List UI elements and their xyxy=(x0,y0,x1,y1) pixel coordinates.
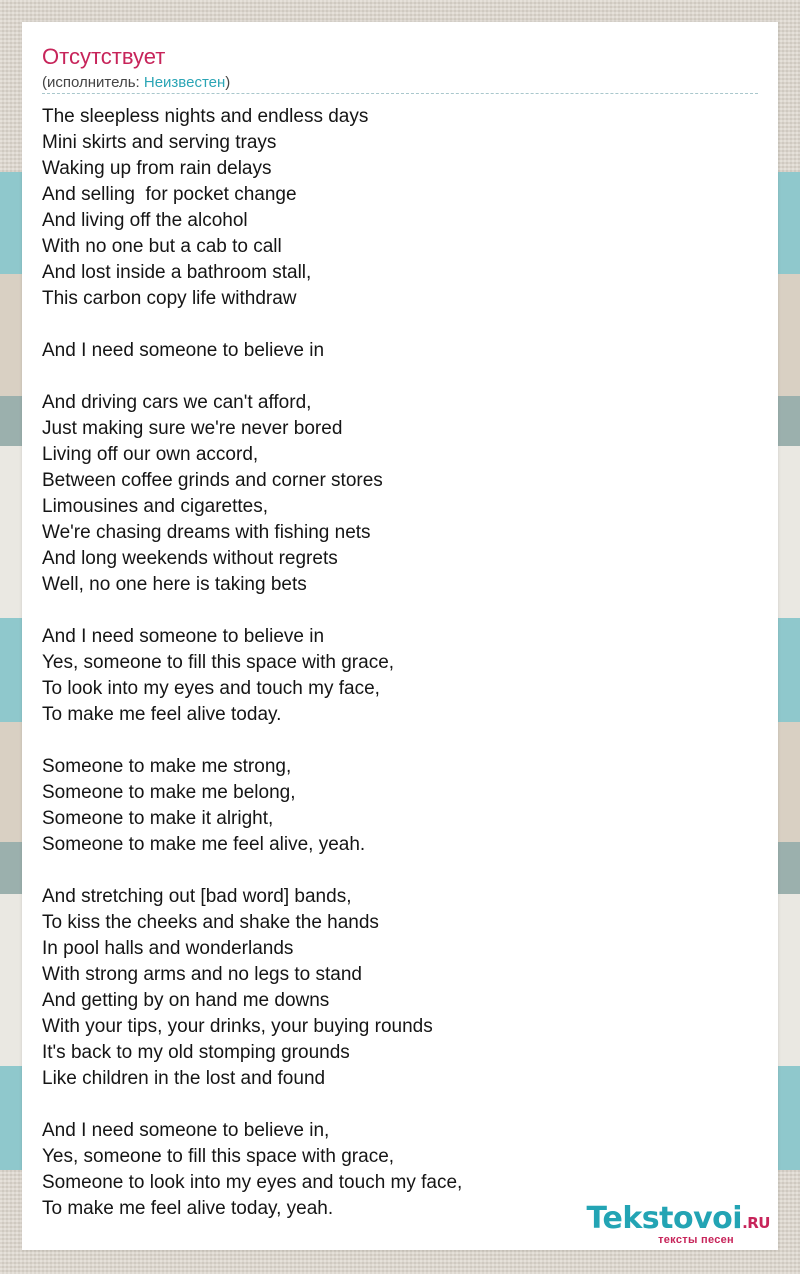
lyric-line: And I need someone to believe in, xyxy=(42,1120,330,1141)
lyric-line xyxy=(42,858,462,884)
artist-link[interactable]: Неизвестен xyxy=(143,74,226,91)
lyric-line: And I need someone to believe in xyxy=(42,340,325,361)
lyric-line: With your tips, your drinks, your buying rounds xyxy=(42,1016,433,1037)
lyric-line: Like children in the lost and found xyxy=(42,1068,326,1089)
lyric-line: Someone to make me belong, xyxy=(42,782,296,803)
lyric-line: The sleepless nights and endless days xyxy=(42,106,369,127)
lyrics-card xyxy=(22,22,778,1250)
lyric-line xyxy=(42,598,462,624)
lyric-line: And lost inside a bathroom stall, xyxy=(42,262,312,283)
song-title: Отсутствует xyxy=(42,44,166,69)
lyric-line: In pool halls and wonderlands xyxy=(42,938,294,959)
lyric-line: Living off our own accord, xyxy=(42,444,259,465)
lyric-line: Limousines and cigarettes, xyxy=(42,496,269,517)
logo-tagline: тексты песен xyxy=(658,1234,734,1246)
lyric-line: To look into my eyes and touch my face, xyxy=(42,678,380,699)
lyric-line: Someone to make me strong, xyxy=(42,756,292,777)
lyric-line: With strong arms and no legs to stand xyxy=(42,964,362,985)
lyrics-text xyxy=(42,104,462,1222)
lyric-line: With no one but a cab to call xyxy=(42,236,282,257)
lyric-line: To kiss the cheeks and shake the hands xyxy=(42,912,379,933)
lyric-line: And living off the alcohol xyxy=(42,210,248,231)
lyric-line xyxy=(42,728,462,754)
lyric-line: And I need someone to believe in xyxy=(42,626,325,647)
lyric-line: This carbon copy life withdraw xyxy=(42,288,297,309)
lyric-line: Someone to make me feel alive, yeah. xyxy=(42,834,366,855)
lyric-line xyxy=(42,1092,462,1118)
artist-suffix: ) xyxy=(225,74,231,91)
lyric-line: And driving cars we can't afford, xyxy=(42,392,312,413)
logo-name: Tekstovoi xyxy=(586,1201,743,1236)
site-logo[interactable] xyxy=(587,1203,770,1246)
lyric-line: Waking up from rain delays xyxy=(42,158,272,179)
lyric-line xyxy=(42,364,462,390)
lyric-line: And stretching out [bad word] bands, xyxy=(42,886,352,907)
lyric-line: To make me feel alive today. xyxy=(42,704,282,725)
title-divider xyxy=(42,93,758,94)
lyric-line: And getting by on hand me downs xyxy=(42,990,330,1011)
lyric-line: And long weekends without regrets xyxy=(42,548,338,569)
lyric-line: Mini skirts and serving trays xyxy=(42,132,277,153)
lyric-line: Someone to make it alright, xyxy=(42,808,274,829)
lyric-line: To make me feel alive today, yeah. xyxy=(42,1198,334,1219)
lyric-line: It's back to my old stomping grounds xyxy=(42,1042,350,1063)
lyric-line xyxy=(42,312,462,338)
artist-line xyxy=(42,74,230,91)
lyric-line: Well, no one here is taking bets xyxy=(42,574,307,595)
lyric-line: Yes, someone to fill this space with grace, xyxy=(42,1146,395,1167)
lyric-line: And selling for pocket change xyxy=(42,184,297,205)
logo-tld: .RU xyxy=(742,1214,770,1232)
lyric-line: Someone to look into my eyes and touch my face, xyxy=(42,1172,463,1193)
lyric-line: Yes, someone to fill this space with grace, xyxy=(42,652,395,673)
lyric-line: Just making sure we're never bored xyxy=(42,418,343,439)
lyric-line: We're chasing dreams with fishing nets xyxy=(42,522,371,543)
lyric-line: Between coffee grinds and corner stores xyxy=(42,470,383,491)
artist-prefix: (исполнитель: xyxy=(42,74,144,91)
